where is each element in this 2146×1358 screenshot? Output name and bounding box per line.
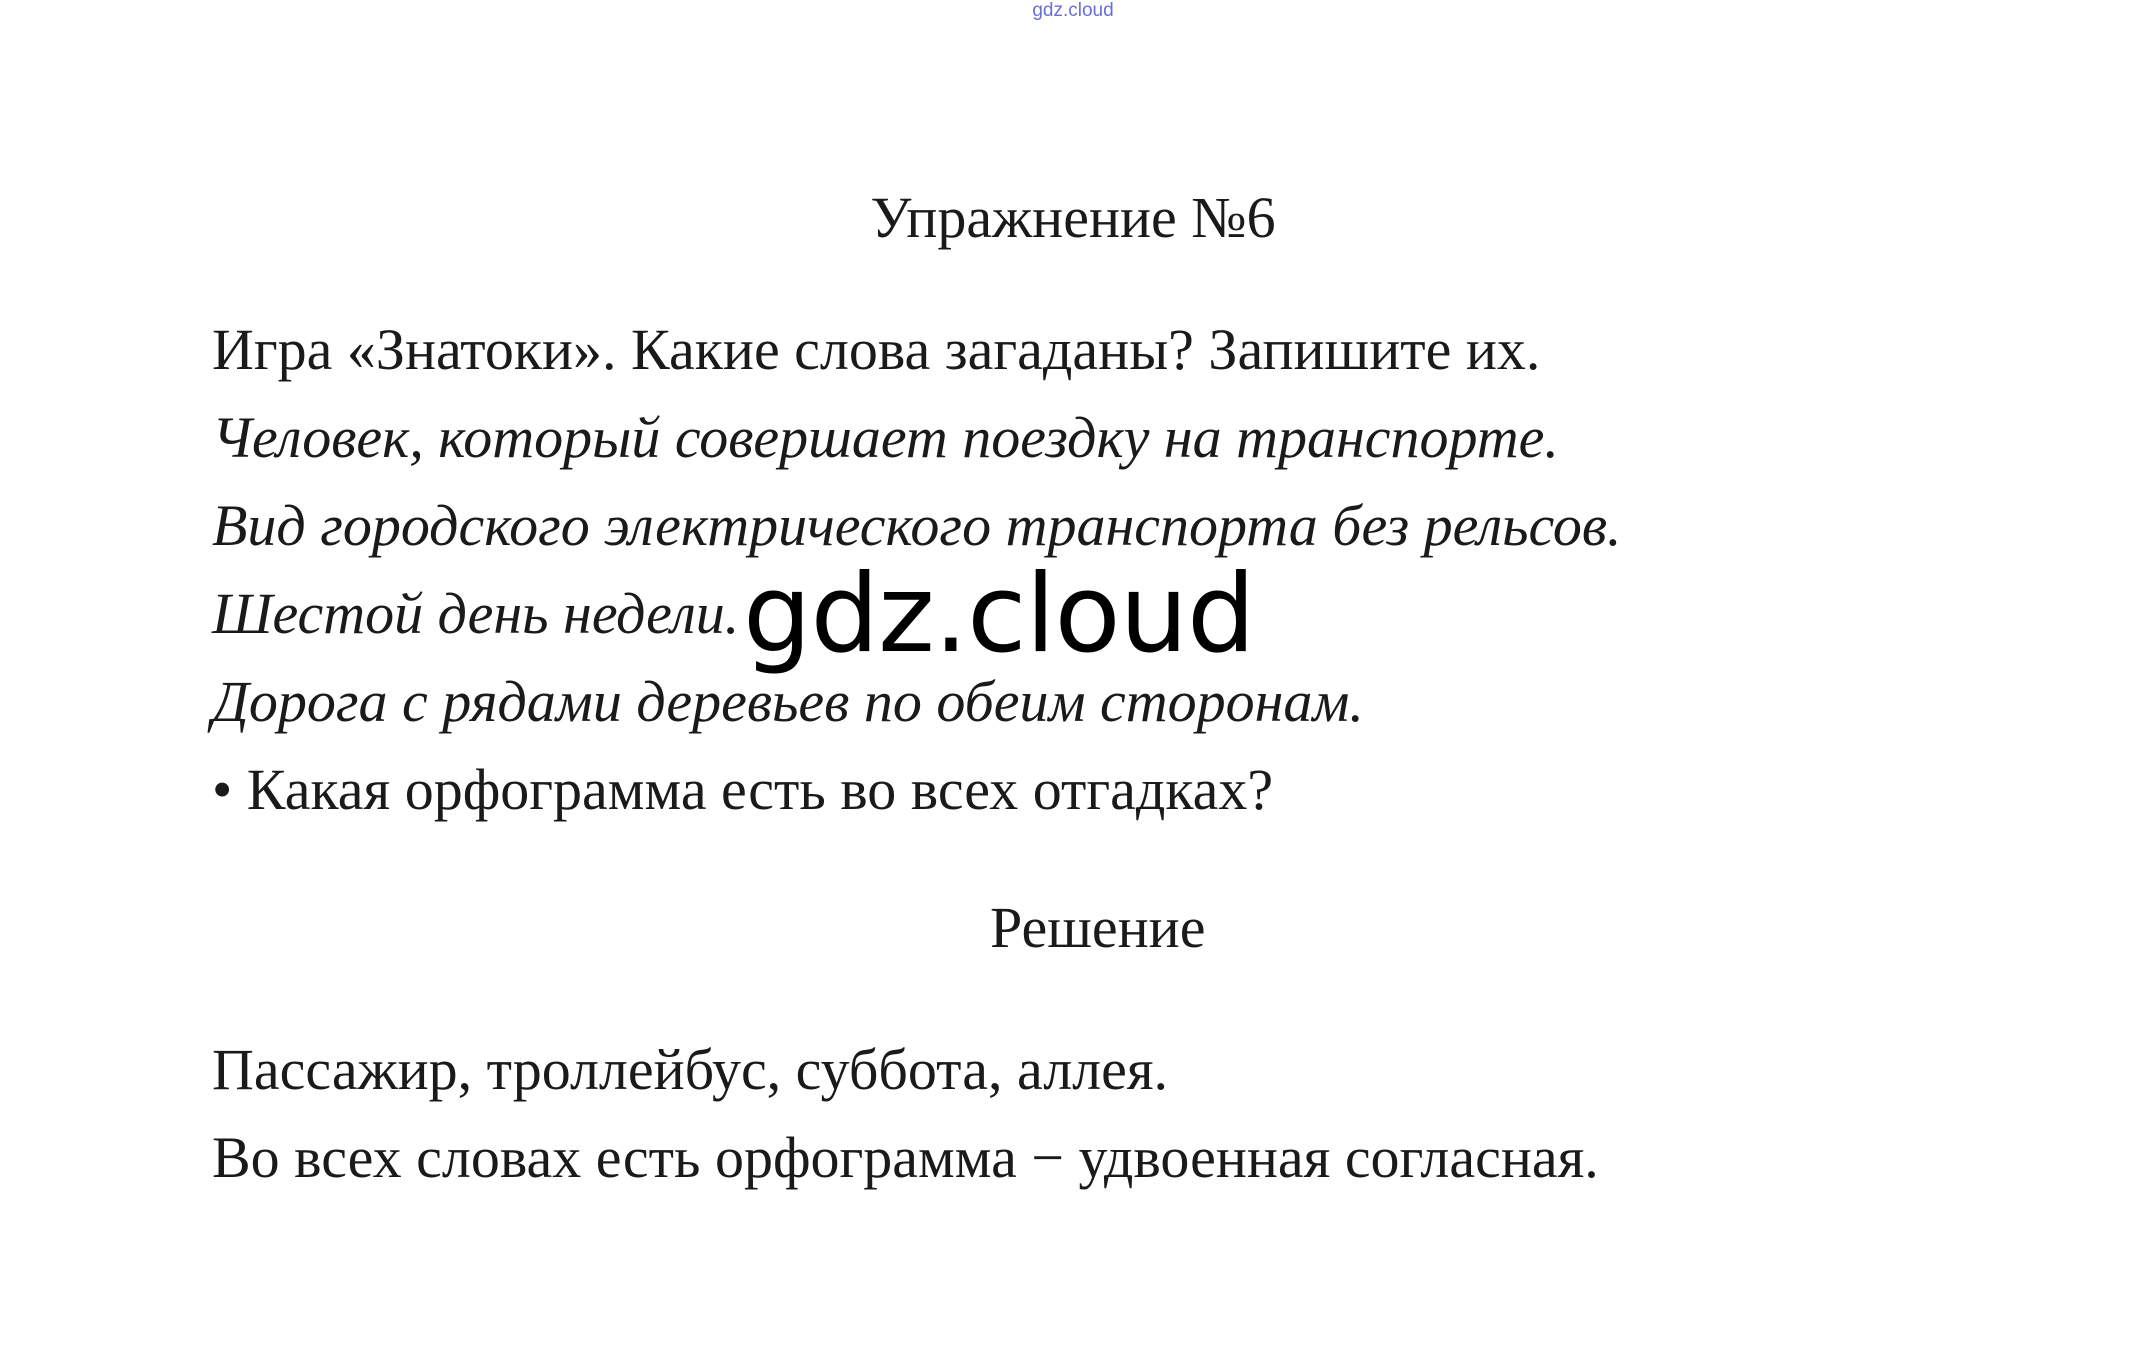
explanation-text: Во всех словах есть орфограмма − удвоенная согласная. [212, 1125, 1599, 1190]
clue-3: Шестой день недели. [212, 581, 740, 646]
clue-2: Вид городского электрического транспорта без рельсов. [212, 493, 1622, 558]
clue-4: Дорога с рядами деревьев по обеим сторонам. [212, 669, 1364, 734]
exercise-title: Упражнение №6 [870, 185, 1276, 250]
question-text: • Какая орфограмма есть во всех отгадках? [212, 757, 1274, 822]
solution-title: Решение [990, 895, 1206, 960]
clue-1: Человек, который совершает поездку на транспорте. [212, 405, 1559, 470]
watermark-logo: gdz.cloud [743, 552, 1255, 677]
task-text: Игра «Знатоки». Какие слова загаданы? Запишите их. [212, 317, 1541, 382]
top-watermark: gdz.cloud [1032, 0, 1114, 21]
answer-text: Пассажир, троллейбус, суббота, аллея. [212, 1037, 1169, 1102]
